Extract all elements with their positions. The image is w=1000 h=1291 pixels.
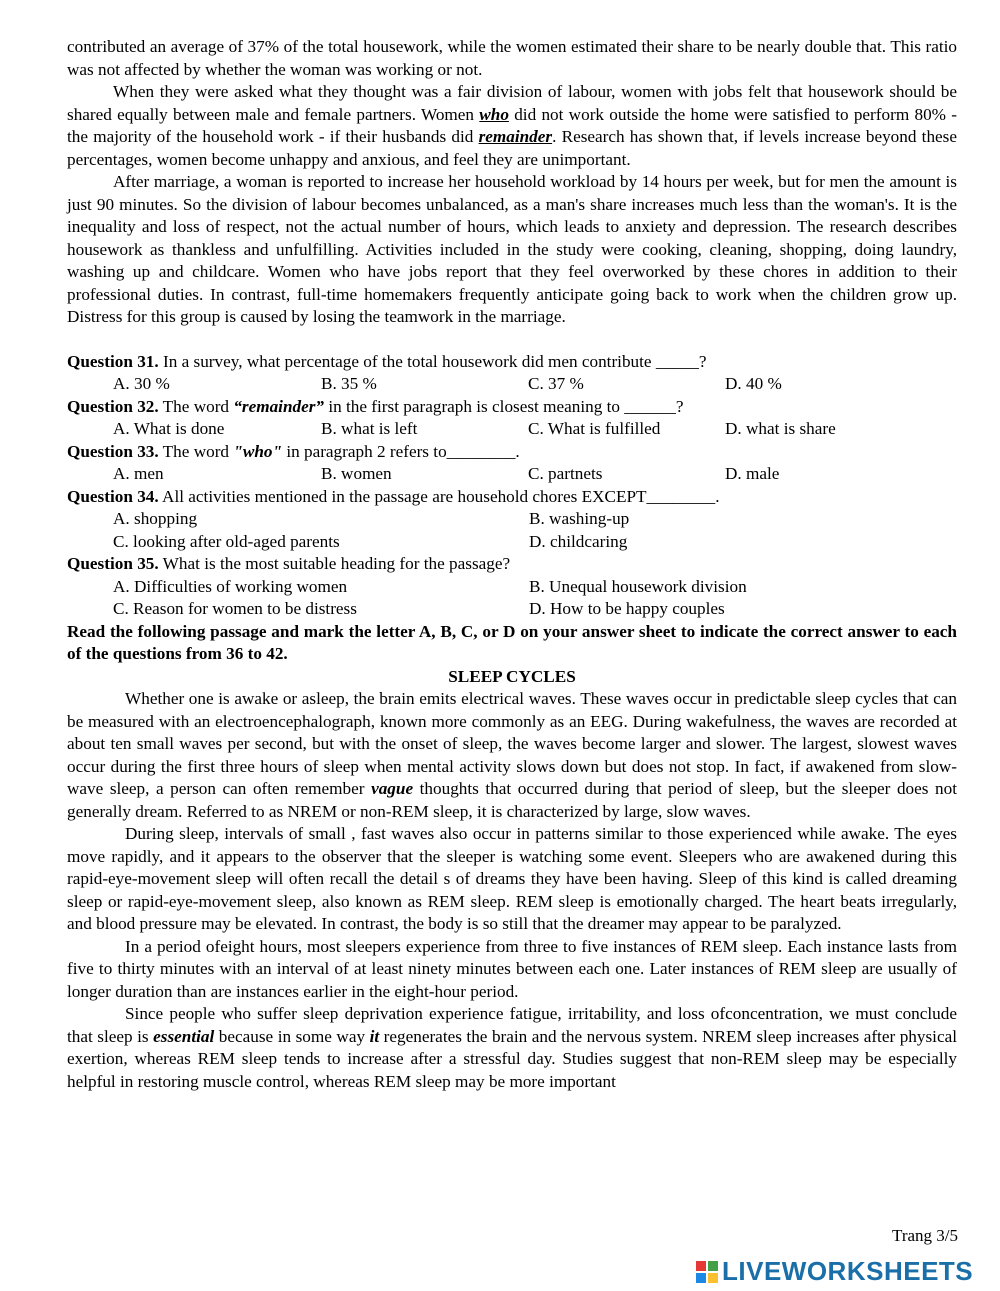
question-text: What is the most suitable heading for the passage?: [158, 554, 511, 573]
worksheet-page: [67, 36, 957, 1093]
option-a[interactable]: A. 30 %: [113, 374, 170, 393]
question-34: [67, 486, 957, 509]
question-35-options-row-1: [67, 576, 957, 599]
question-35: [67, 553, 957, 576]
keyword-vague: vague: [371, 779, 414, 798]
option-b[interactable]: B. women: [321, 464, 392, 483]
question-label: Question 35.: [67, 554, 159, 573]
passage2-paragraph-2: During sleep, intervals of small , fast waves also occur in patterns similar to those experienced while awake. The eyes move rapidly, and it appears to the observer that the sleeper is watching some event. Sleepers who are awakened during this rapid-eye-movement sleep will often recall the detail s of dreams they have been having. Sleep of this kind is called dreaming sleep or rapid-eye-movement sleep, also known as REM sleep. REM sleep is emotionally charged. The heart beats irregularly, and blood pressure may be elevated. In contrast, the body is so still that the dreamer may appear to be paralyzed.: [67, 824, 957, 933]
question-34-options-row-1: [67, 508, 957, 531]
question-text-b: in paragraph 2 refers to________.: [282, 441, 520, 461]
option-b[interactable]: B. what is left: [321, 419, 418, 438]
question-text-a: The word: [158, 396, 234, 416]
option-b[interactable]: B. 35 %: [321, 374, 377, 393]
p2-text-a: When they were asked what they thought was a fair division of labour, women with jobs felt that housework should be shared equally between male and female partners. Women: [67, 82, 957, 124]
passage1-paragraph-2: [67, 81, 957, 171]
logo-square-green: [708, 1261, 718, 1271]
keyword-essential: essential: [153, 1026, 215, 1046]
question-35-options-row-2: [67, 598, 957, 621]
logo-square-red: [696, 1261, 706, 1271]
option-d[interactable]: D. How to be happy couples: [529, 599, 725, 618]
option-c[interactable]: C. looking after old-aged parents: [113, 531, 340, 551]
question-34-options-row-2: [67, 531, 957, 554]
option-a[interactable]: A. shopping: [113, 509, 198, 528]
question-text: In a survey, what percentage of the total housework did men contribute _____?: [158, 351, 707, 371]
section-instruction: Read the following passage and mark the letter A, B, C, or D on your answer sheet to indicate the correct answer to each of the questions from 36 to 42.: [67, 621, 957, 663]
p1-text-b: thoughts that occurred during that period of sleep, but the sleeper does not generally dream. Referred to as NREM or non-REM sleep, it is characterized by large, slow waves.: [67, 779, 957, 821]
question-label: Question 33.: [67, 441, 159, 461]
question-label: Question 31.: [67, 351, 159, 371]
page-number: Trang 3/5: [892, 1226, 958, 1245]
logo-icon: [696, 1261, 718, 1283]
question-31-options: [67, 373, 957, 396]
p2-text-b: did not work outside the home were satisfied to perform 80% - the majority of the household work - if their husbands did: [67, 104, 957, 146]
p4-text-a: Since people who suffer sleep deprivation experience fatigue, irritability, and loss ofconcentration, we must conclude that sleep is: [67, 1004, 957, 1046]
question-keyword: "who": [233, 441, 283, 461]
keyword-it: it: [369, 1026, 380, 1046]
liveworksheets-logo[interactable]: [696, 1256, 973, 1287]
p4-text-b: because in some way: [214, 1026, 370, 1046]
option-c[interactable]: C. 37 %: [528, 374, 584, 393]
p4-text-c: regenerates the brain and the nervous system. NREM sleep increases after physical exertion, whereas REM sleep tends to increase after a stressful day. Studies suggest that non-REM sleep may be especially helpful in restoring muscle control, whereas REM sleep may be more important: [67, 1026, 957, 1091]
option-a[interactable]: A. Difficulties of working women: [113, 576, 348, 596]
question-32: [67, 396, 957, 419]
option-a[interactable]: A. What is done: [113, 419, 225, 438]
passage1-paragraph-1: contributed an average of 37% of the total housework, while the women estimated their share to be nearly double that. This ratio was not affected by whether the woman was working or not.: [67, 37, 957, 79]
option-d[interactable]: D. 40 %: [725, 374, 782, 393]
passage2-title: SLEEP CYCLES: [448, 666, 576, 686]
question-32-options: [67, 418, 957, 441]
logo-square-blue: [696, 1273, 706, 1283]
keyword-remainder: remainder: [478, 127, 553, 146]
p2-text-c: . Research has shown that, if levels increase beyond these percentages, women become unhappy and anxious, and feel they are unimportant.: [67, 127, 957, 169]
keyword-who: who: [479, 104, 509, 124]
question-text-b: in the first paragraph is closest meaning to ______?: [324, 396, 684, 416]
logo-square-yellow: [708, 1273, 718, 1283]
question-keyword: “remainder”: [233, 396, 325, 416]
question-33: [67, 441, 957, 464]
question-33-options: [67, 463, 957, 486]
option-a[interactable]: A. men: [113, 464, 164, 483]
passage2-paragraph-4: [67, 1003, 957, 1093]
question-label: Question 32.: [67, 396, 159, 416]
passage1-paragraph-3: After marriage, a woman is reported to increase her household workload by 14 hours per week, but for men the amount is just 90 minutes. So the division of labour becomes unbalanced, as a man's share increases much less than the woman's. It is the inequality and loss of respect, not the actual number of hours, which leads to anxiety and depression. The research describes housework as thankless and unfulfilling. Activities included in the study were cooking, cleaning, shopping, doing laundry, washing up and childcare. Women who have jobs report that they feel overworked by these chores in addition to their professional duties. In contrast, full-time homemakers frequently anticipate going back to work when the children grow up. Distress for this group is caused by losing the teamwork in the marriage.: [67, 172, 957, 326]
spacer: [67, 329, 957, 351]
option-b[interactable]: B. Unequal housework division: [529, 576, 747, 596]
logo-text: LIVEWORKSHEETS: [722, 1256, 974, 1286]
question-text: All activities mentioned in the passage are household chores EXCEPT________.: [158, 486, 720, 506]
passage2-paragraph-3: In a period ofeight hours, most sleepers experience from three to five instances of REM sleep. Each instance lasts from five to thirty minutes with an interval of at least ninety minutes between each one. Later instances of REM sleep are usually of longer duration than are instances earlier in the eight-hour period.: [67, 936, 957, 1001]
passage2-paragraph-1: [67, 688, 957, 823]
option-c[interactable]: C. What is fulfilled: [528, 419, 661, 438]
p1-text-a: Whether one is awake or asleep, the brain emits electrical waves. These waves occur in predictable sleep cycles that can be measured with an electroencephalograph, known more commonly as an EEG. During wakefulness, the waves are recorded at about ten small waves per second, but with the onset of sleep, the waves become larger and slower. The largest, slowest waves occur during the first three hours of sleep when mental activity slows down but does not stop. In fact, if awakened from slow-wave sleep, a person can often remember: [67, 689, 957, 798]
option-d[interactable]: D. what is share: [725, 419, 836, 438]
option-d[interactable]: D. childcaring: [529, 531, 628, 551]
question-text-a: The word: [158, 441, 234, 461]
option-b[interactable]: B. washing-up: [529, 509, 630, 528]
question-label: Question 34.: [67, 486, 159, 506]
option-c[interactable]: C. Reason for women to be distress: [113, 599, 357, 618]
option-d[interactable]: D. male: [725, 464, 780, 483]
question-31: [67, 351, 957, 374]
option-c[interactable]: C. partnets: [528, 464, 603, 483]
